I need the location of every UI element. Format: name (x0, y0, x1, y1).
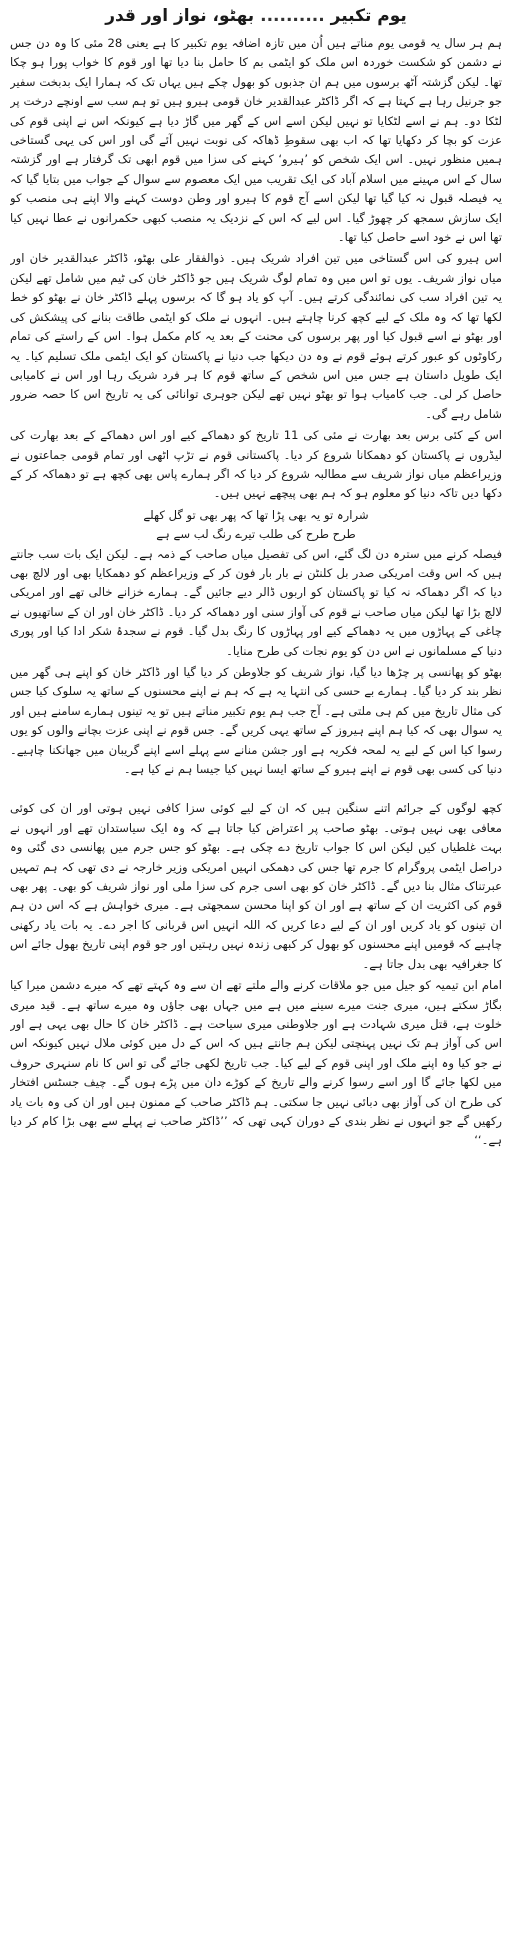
headline-separator: .......... (260, 6, 325, 26)
paragraph: فیصلہ کرنے میں سترہ دن لگ گئے، اس کی تفصیل میاں صاحب کے ذمہ ہے۔ لیکن ایک بات سب جانتے ہیں کہ اس وقت امریکی صدر بل کلنٹن نے بار بار فون کر کے وزیراعظم کو دھمکایا بھی اور لالچ بھی دیا کہ اگر دھماکہ نہ کیا تو پاکستان کو اربوں ڈالر دیے جائیں گے۔ ہمارے خزانے خالی تھے اور امریکی لالچ بڑا تھا لیکن میاں صاحب نے قوم کی آواز سنی اور دھماکہ کر دیا۔ ڈاکٹر خان اور ان کے ساتھیوں نے چاغی کے پہاڑوں میں یہ دھماکے کیے اور پہاڑوں کا رنگ بدل گیا۔ قوم نے سجدۂ شکر ادا کیا اور پوری دنیا کے مسلمانوں نے اس دن کو یوم نجات کی طرح منایا۔ (10, 546, 502, 658)
headline-subtitle: بھٹو، نواز اور قدر (105, 6, 255, 26)
poetry-couplet-line: طرح طرح کی طلب تیرے رنگ لب سے ہے (156, 527, 356, 542)
section-spacer (10, 781, 502, 799)
paragraph: امام ابن تیمیہ کو جیل میں جو ملاقات کرنے والے ملتے تھے ان سے وہ کہتے تھے کہ میرے دشمن میرا کیا بگاڑ سکتے ہیں، میری جنت میرے سینے میں ہے میں جہاں بھی جاؤں وہ میرے ساتھ ہے۔ قید میری خلوت ہے، قتل میری شہادت ہے اور جلاوطنی میری سیاحت ہے۔ ڈاکٹر خان کا حال بھی یہی ہے اور اس کی آواز ہم تک نہیں پہنچتی لیکن ہم جانتے ہیں کہ اس کے دل میں کوئی ملال نہیں کیونکہ اس نے جو کیا وہ اپنے ملک اور اپنی قوم کے لیے کیا۔ جب تاریخ لکھی جائے گی تو اس کا نام سنہری حروف میں لکھا جائے گا اور اسے رسوا کرنے والے تاریخ کے کوڑے دان میں پڑے ہوں گے۔ چیف جسٹس افتخار کی طرح ان کی آواز بھی دبائی نہیں جا سکتی۔ ہم ڈاکٹر صاحب کے ممنون ہیں اور ان کی وہ بات یاد رکھیں گے جو انہوں نے نظر بندی کے دوران کہی تھی کہ ’’ڈاکٹر صاحب نے پہلے سے بھی بڑا کام کر دیا ہے۔‘‘ (10, 978, 502, 1148)
paragraph: بھٹو کو پھانسی پر چڑھا دیا گیا، نواز شریف کو جلاوطن کر دیا گیا اور ڈاکٹر خان کو اپنے ہی گھر میں نظر بند کر دیا گیا۔ ہمارے بے حسی کی انتہا یہ ہے کہ ہم نے اپنے محسنوں کے ساتھ یہ سلوک کیا جس کی مثال تاریخ میں کم ہی ملتی ہے۔ آج جب ہم یوم تکبیر مناتے ہیں تو یہ تینوں ہمارے سامنے ہیں اور یہ سوال بھی کہ کیا ہم اپنے ہیروز کے ساتھ یہی کریں گے۔ جس قوم نے اپنی عزت بچانے والوں کو یوں رسوا کیا اس کے لیے یہ لمحہ فکریہ ہے اور جشن منانے سے پہلے اسے اپنے گریبان میں جھانکنا چاہیے۔ دنیا کی کسی بھی قوم نے اپنے ہیرو کے ساتھ ایسا نہیں کیا جیسا ہم نے کیا ہے۔ (10, 665, 502, 777)
paragraph: اس کے کئی برس بعد بھارت نے مئی کی 11 تاریخ کو دھماکے کیے اور اس دھماکے کے بعد بھارت کی لیڈروں نے پاکستان کو دھمکانا شروع کر دیا۔ پاکستانی قوم نے تڑپ اٹھی اور تمام قومی جماعتوں نے وزیراعظم میاں نواز شریف سے مطالبہ شروع کر دیا کہ اگر ہمارے پاس بھی کچھ ہے تو دھماکہ کر کے دکھا دیں تاکہ دنیا کو معلوم ہو کہ ہم بھی پیچھے نہیں ہیں۔ (10, 428, 502, 501)
paragraph: اس ہیرو کی اس گستاخی میں تین افراد شریک ہیں۔ ذوالفقار علی بھٹو، ڈاکٹر عبدالقدیر خان اور میاں نواز شریف۔ یوں تو اس میں وہ تمام لوگ شریک ہیں جو ڈاکٹر خان کی ٹیم میں شامل تھے لیکن یہ تین افراد سب کی نمائندگی کرتے ہیں۔ آپ کو یاد ہو گا کہ برسوں پہلے ڈاکٹر خان نے بھٹو کو خط لکھا تھا کہ وہ ملک کے لیے کچھ کرنا چاہتے ہیں۔ انہوں نے ملک کو ایٹمی طاقت بنانے کی پیشکش کی اور بھٹو نے اسے قبول کیا اور پھر برسوں کی محنت کے بعد یہ کام مکمل ہوا۔ اس کے راستے کی تمام رکاوٹوں کو عبور کرتے ہوئے قوم نے وہ دن دیکھا جب دنیا نے پاکستان کو ایک ایٹمی ملک تسلیم کیا۔ یہ ایک طویل داستان ہے جس میں اس شخص کے ساتھ قوم کا ہر فرد شریک رہا اور اس نے کامیابی حاصل کر لی۔ جب کامیاب ہوا تو بھٹو نہیں تھے لیکن جوہری توانائی کی یہ تاریخ اس کا حصہ ضرور شامل رہے گی۔ (10, 251, 502, 421)
paragraph: ہم ہر سال یہ قومی یوم مناتے ہیں اُن میں تازہ اضافہ یوم تکبیر کا ہے یعنی 28 مئی کا وہ دن جس نے دشمن کو شکست خوردہ اس ملک کو ایٹمی بم کا حامل بنا دیا تھا اور قوم کا خواب پورا ہو چکا تھا۔ لیکن گزشتہ آٹھ برسوں میں ہم ان جذبوں کو بھول چکے ہیں یہاں تک کہ ہمارا ایک بدبخت سفیر جو جرنیل رہا ہے کہتا ہے کہ اگر ڈاکٹر عبدالقدیر خان قومی ہیرو ہیں تو ہم سب سے اونچے درخت پر لٹکا دو۔ ہم نے اسے لٹکایا تو نہیں لیکن اسے اس کے گھر میں گاڑ دیا ہے کیونکہ اس نے اپنی قوم کی عزت کو بچا کر دکھایا تھا کہ اب بھی سقوطِ ڈھاکہ کی نوبت نہیں آئے گی اور اس کی یہی گستاخی ہمیں منظور نہیں۔ اس ایک شخص کو ’ہیرو‘ کہنے کی سزا میں قوم ابھی تک گرفتار ہے اور گزشتہ سال کے اس مہینے میں اسلام آباد کی ایک تقریب میں ایک معصوم سے سوال کے جواب میں بتایا گیا کہ یہ فیصلہ قبول نہ کیا گیا تھا لیکن اسے آج قوم کا ہیرو اور وطن دوست کہنے والا اپنے ہی منصب کو ایک سازش سمجھ کر چھوڑ گیا۔ اس لیے کہ اس کے نزدیک یہ منصب کبھی حکمرانوں نے عطا نہیں کیا تھا اس نے خود اسے حاصل کیا تھا۔ (10, 36, 502, 245)
article-body (10, 34, 502, 1151)
paragraph: کچھ لوگوں کے جرائم اتنے سنگین ہیں کہ ان کے لیے کوئی سزا کافی نہیں ہوتی اور ان کی کوئی معافی بھی نہیں ہوتی۔ بھٹو صاحب پر اعتراض کیا جاتا ہے کہ وہ ایک سیاستدان تھے اور انہوں نے بہت غلطیاں کیں لیکن اس کا جواب تاریخ دے چکی ہے۔ بھٹو کو جس جرم میں پھانسی دی گئی وہ دراصل ایٹمی پروگرام کا جرم تھا جس کی دھمکی انہیں امریکی وزیر خارجہ نے دی تھی کہ ہم تمہیں عبرتناک مثال بنا دیں گے۔ ڈاکٹر خان کو بھی اسی جرم کی سزا ملی اور نواز شریف کو بھی۔ پھر بھی قوم کی اکثریت ان کے ساتھ ہے اور ان کو اپنا محسن سمجھتی ہے۔ میری خواہش ہے کہ اس دن ہم ان تینوں کو یاد کریں اور ان کے لیے دعا کریں کہ اللہ انہیں اس قربانی کا اجر دے۔ یہ بات یاد رکھنی چاہیے کہ قومیں اپنے محسنوں کو بھول کر کبھی زندہ نہیں رہتیں اور جو قوم اپنی تاریخ بھول جائے اس کا جغرافیہ بھی بدل جاتا ہے۔ (10, 801, 502, 971)
headline-title: یوم تکبیر (330, 6, 407, 26)
poetry-couplet-line: شرارہ تو یہ بھی پڑا تھا کہ پھر بھی تو گل کھلے (143, 507, 369, 522)
headline (10, 4, 502, 30)
